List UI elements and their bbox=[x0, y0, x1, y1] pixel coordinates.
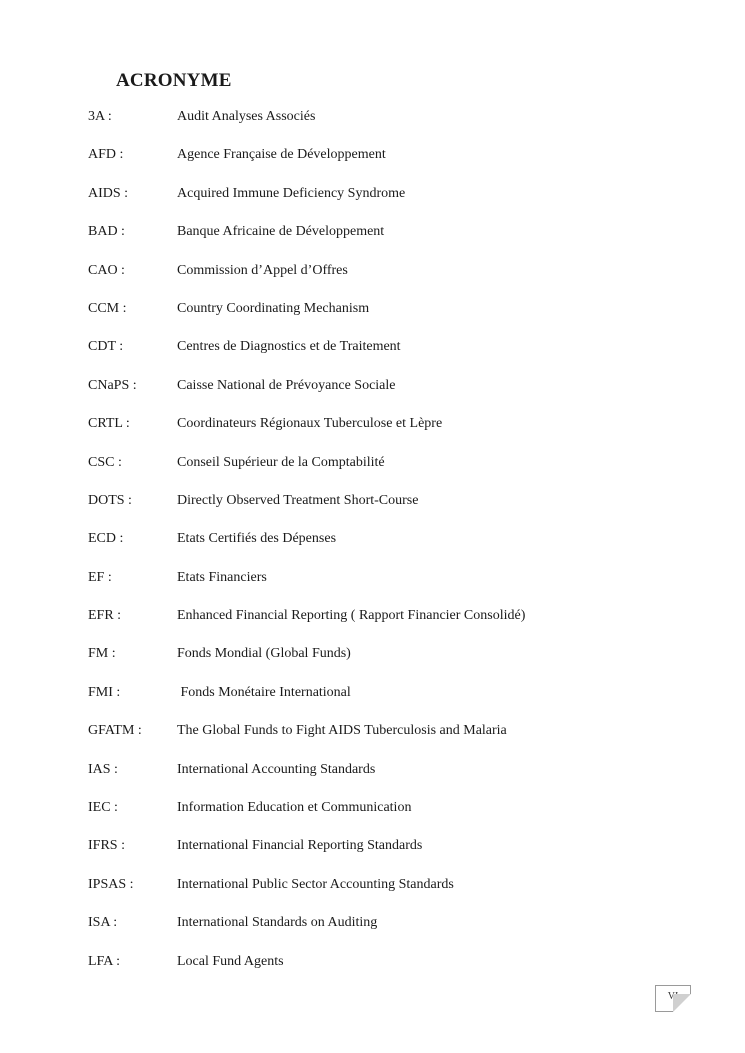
acronym-definition: International Standards on Auditing bbox=[177, 915, 378, 931]
acronym-code: EFR : bbox=[88, 608, 122, 624]
acronym-code: 3A : bbox=[88, 109, 112, 124]
acronym-definition: Etats Certifiés des Dépenses bbox=[177, 531, 337, 547]
acronym-code: LFA : bbox=[88, 953, 121, 969]
acronym-definition: Centres de Diagnostics et de Traitement bbox=[177, 339, 401, 355]
acronym-definition: Caisse National de Prévoyance Sociale bbox=[177, 377, 396, 393]
acronym-code: IEC : bbox=[88, 800, 118, 816]
acronym-code: IPSAS : bbox=[88, 876, 134, 892]
acronym-definition: The Global Funds to Fight AIDS Tuberculosis and Malaria bbox=[177, 723, 507, 739]
page-number: VI bbox=[667, 991, 679, 1002]
acronym-definition: Local Fund Agents bbox=[177, 953, 284, 969]
acronym-code: IFRS : bbox=[88, 838, 125, 854]
acronym-definition: Banque Africaine de Développement bbox=[177, 224, 385, 240]
page-curl-icon bbox=[673, 994, 691, 1012]
acronym-code: IAS : bbox=[88, 761, 118, 777]
acronym-code: CCM : bbox=[88, 300, 127, 316]
acronym-code: CDT : bbox=[88, 339, 124, 355]
acronym-definition: Directly Observed Treatment Short-Course bbox=[177, 492, 419, 508]
acronym-definition: Information Education et Communication bbox=[177, 800, 412, 816]
acronym-code: BAD : bbox=[88, 224, 125, 240]
acronym-code: GFATM : bbox=[88, 723, 142, 739]
acronym-code: ECD : bbox=[88, 531, 124, 547]
acronym-definition: Conseil Supérieur de la Comptabilité bbox=[177, 454, 385, 470]
page-number-box bbox=[655, 985, 691, 1012]
acronym-definition: Country Coordinating Mechanism bbox=[177, 300, 370, 316]
acronym-definition: International Public Sector Accounting Standards bbox=[177, 876, 454, 892]
acronym-code: CRTL : bbox=[88, 416, 130, 432]
acronym-code: CAO : bbox=[88, 262, 125, 278]
acronym-definition: Audit Analyses Associés bbox=[177, 109, 316, 124]
acronym-code: AFD : bbox=[88, 147, 124, 163]
acronym-code: FM : bbox=[88, 646, 116, 662]
acronym-definition: Commission d’Appel d’Offres bbox=[177, 262, 348, 278]
acronym-code: CSC : bbox=[88, 454, 122, 470]
acronym-definition: International Accounting Standards bbox=[177, 761, 376, 777]
acronym-definition: Coordinateurs Régionaux Tuberculose et Lèpre bbox=[177, 416, 443, 432]
acronym-definition: Acquired Immune Deficiency Syndrome bbox=[177, 185, 406, 201]
acronym-definition: Fonds Monétaire International bbox=[177, 684, 351, 700]
acronym-code: CNaPS : bbox=[88, 377, 137, 393]
acronym-definition: Agence Française de Développement bbox=[177, 147, 386, 163]
acronym-definition: Enhanced Financial Reporting ( Rapport Financier Consolidé) bbox=[177, 608, 526, 624]
acronym-code: EF : bbox=[88, 569, 112, 585]
acronym-code: AIDS : bbox=[88, 185, 129, 201]
acronym-code: ISA : bbox=[88, 915, 118, 931]
acronym-definition: Fonds Mondial (Global Funds) bbox=[177, 646, 351, 662]
page-title: ACRONYME bbox=[116, 70, 232, 91]
acronym-definition: International Financial Reporting Standards bbox=[177, 838, 423, 854]
acronym-definition: Etats Financiers bbox=[177, 569, 267, 585]
acronym-code: DOTS : bbox=[88, 492, 132, 508]
acronym-code: FMI : bbox=[88, 684, 121, 700]
